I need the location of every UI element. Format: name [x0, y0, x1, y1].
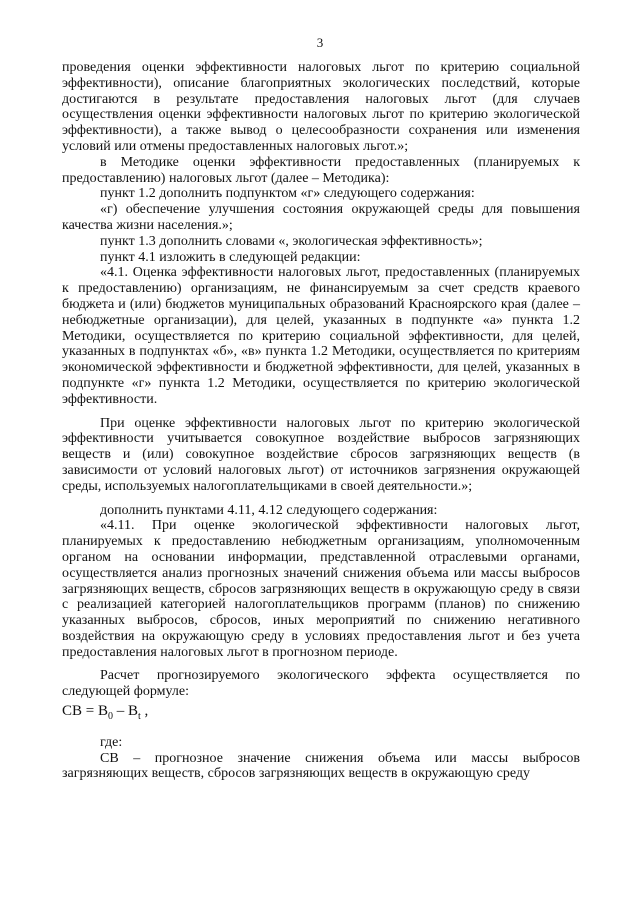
paragraph: пункт 4.1 изложить в следующей редакции:: [100, 249, 361, 265]
paragraph: «4.11. При оценке экологической эффективности налоговых льгот, планируемых к предоставлению небюджетным организациям, уполномоченным органом на основании информации, представленной отраслевыми органами, осуществляется анализ прогнозных значений снижения объема или массы выбросов загрязняющих веществ, сбросов загрязняющих веществ в окружающую среду в связи с реализацией категорией налогоплательщиков программ (планов) по снижению указанных выбросов, сбросов, иных мероприятий по снижению негативного воздействия на окружающую среду в условиях предоставления льгот и без учета предоставления налоговых льгот в прогнозном периоде.: [62, 518, 580, 660]
paragraph: пункт 1.2 дополнить подпунктом «г» следующего содержания:: [100, 186, 475, 202]
paragraph: СВ – прогнозное значение снижения объема или массы выбросов загрязняющих веществ, сбросов загрязняющих веществ в окружающую среду: [62, 750, 580, 782]
document-body: [62, 60, 580, 782]
formula-mid: – В: [112, 703, 138, 720]
paragraph: в Методике оценки эффективности предоставленных (планируемых к предоставлению) налоговых льгот (далее – Методика):: [62, 154, 580, 186]
page-number: 3: [316, 35, 324, 50]
paragraph: дополнить пунктами 4.11, 4.12 следующего содержания:: [100, 502, 438, 518]
formula-subscript-0: 0: [107, 711, 113, 723]
formula-tail: ,: [140, 703, 149, 720]
paragraph: При оценке эффективности налоговых льгот по критерию экологической эффективности учитывается совокупное воздействие выбросов загрязняющих веществ и (или) совокупное воздействие сбросов загрязняющих веществ (в зависимости от условий налоговых льгот) от источников загрязнения окружающей среды, используемых налогоплательщиками в своей деятельности.»;: [62, 415, 580, 494]
formula: [62, 704, 580, 725]
paragraph: «г) обеспечение улучшения состояния окружающей среды для повышения качества жизни населения.»;: [62, 202, 580, 233]
paragraph: Расчет прогнозируемого экологического эффекта осуществляется по следующей формуле:: [62, 668, 580, 700]
paragraph: «4.1. Оценка эффективности налоговых льгот, предоставленных (планируемых к предоставлению) организациям, не финансируемым за счет средств краевого бюджета и (или) бюджетов муниципальных образований Красноярского края (далее – небюджетные организации), для целей, указанных в подпункте «а» пункта 1.2 Методики, осуществляется по критерию социальной эффективности, для целей, указанных в подпунктах «б», «в» пункта 1.2 Методики, осуществляется по критериям экономической эффективности и бюджетной эффективности, для целей, указанных в подпункте «г» пункта 1.2 Методики, осуществляется по критерию экологической эффективности.: [62, 265, 580, 407]
paragraph: проведения оценки эффективности налоговых льгот по критерию социальной эффективности), описание благоприятных экологических последствий, которые достигаются в результате предоставления налоговых льгот (для случаев осуществления оценки эффективности налоговых льгот по критерию экологической эффективности), а также вывод о целесообразности сохранения или изменения условий или отмены предоставленных налоговых льгот.»;: [62, 60, 580, 154]
formula-lhs: СВ = В: [62, 703, 108, 720]
formula-subscript-t: t: [138, 711, 141, 723]
paragraph: пункт 1.3 дополнить словами «, экологическая эффективность»;: [100, 233, 483, 249]
paragraph: где:: [100, 734, 123, 750]
